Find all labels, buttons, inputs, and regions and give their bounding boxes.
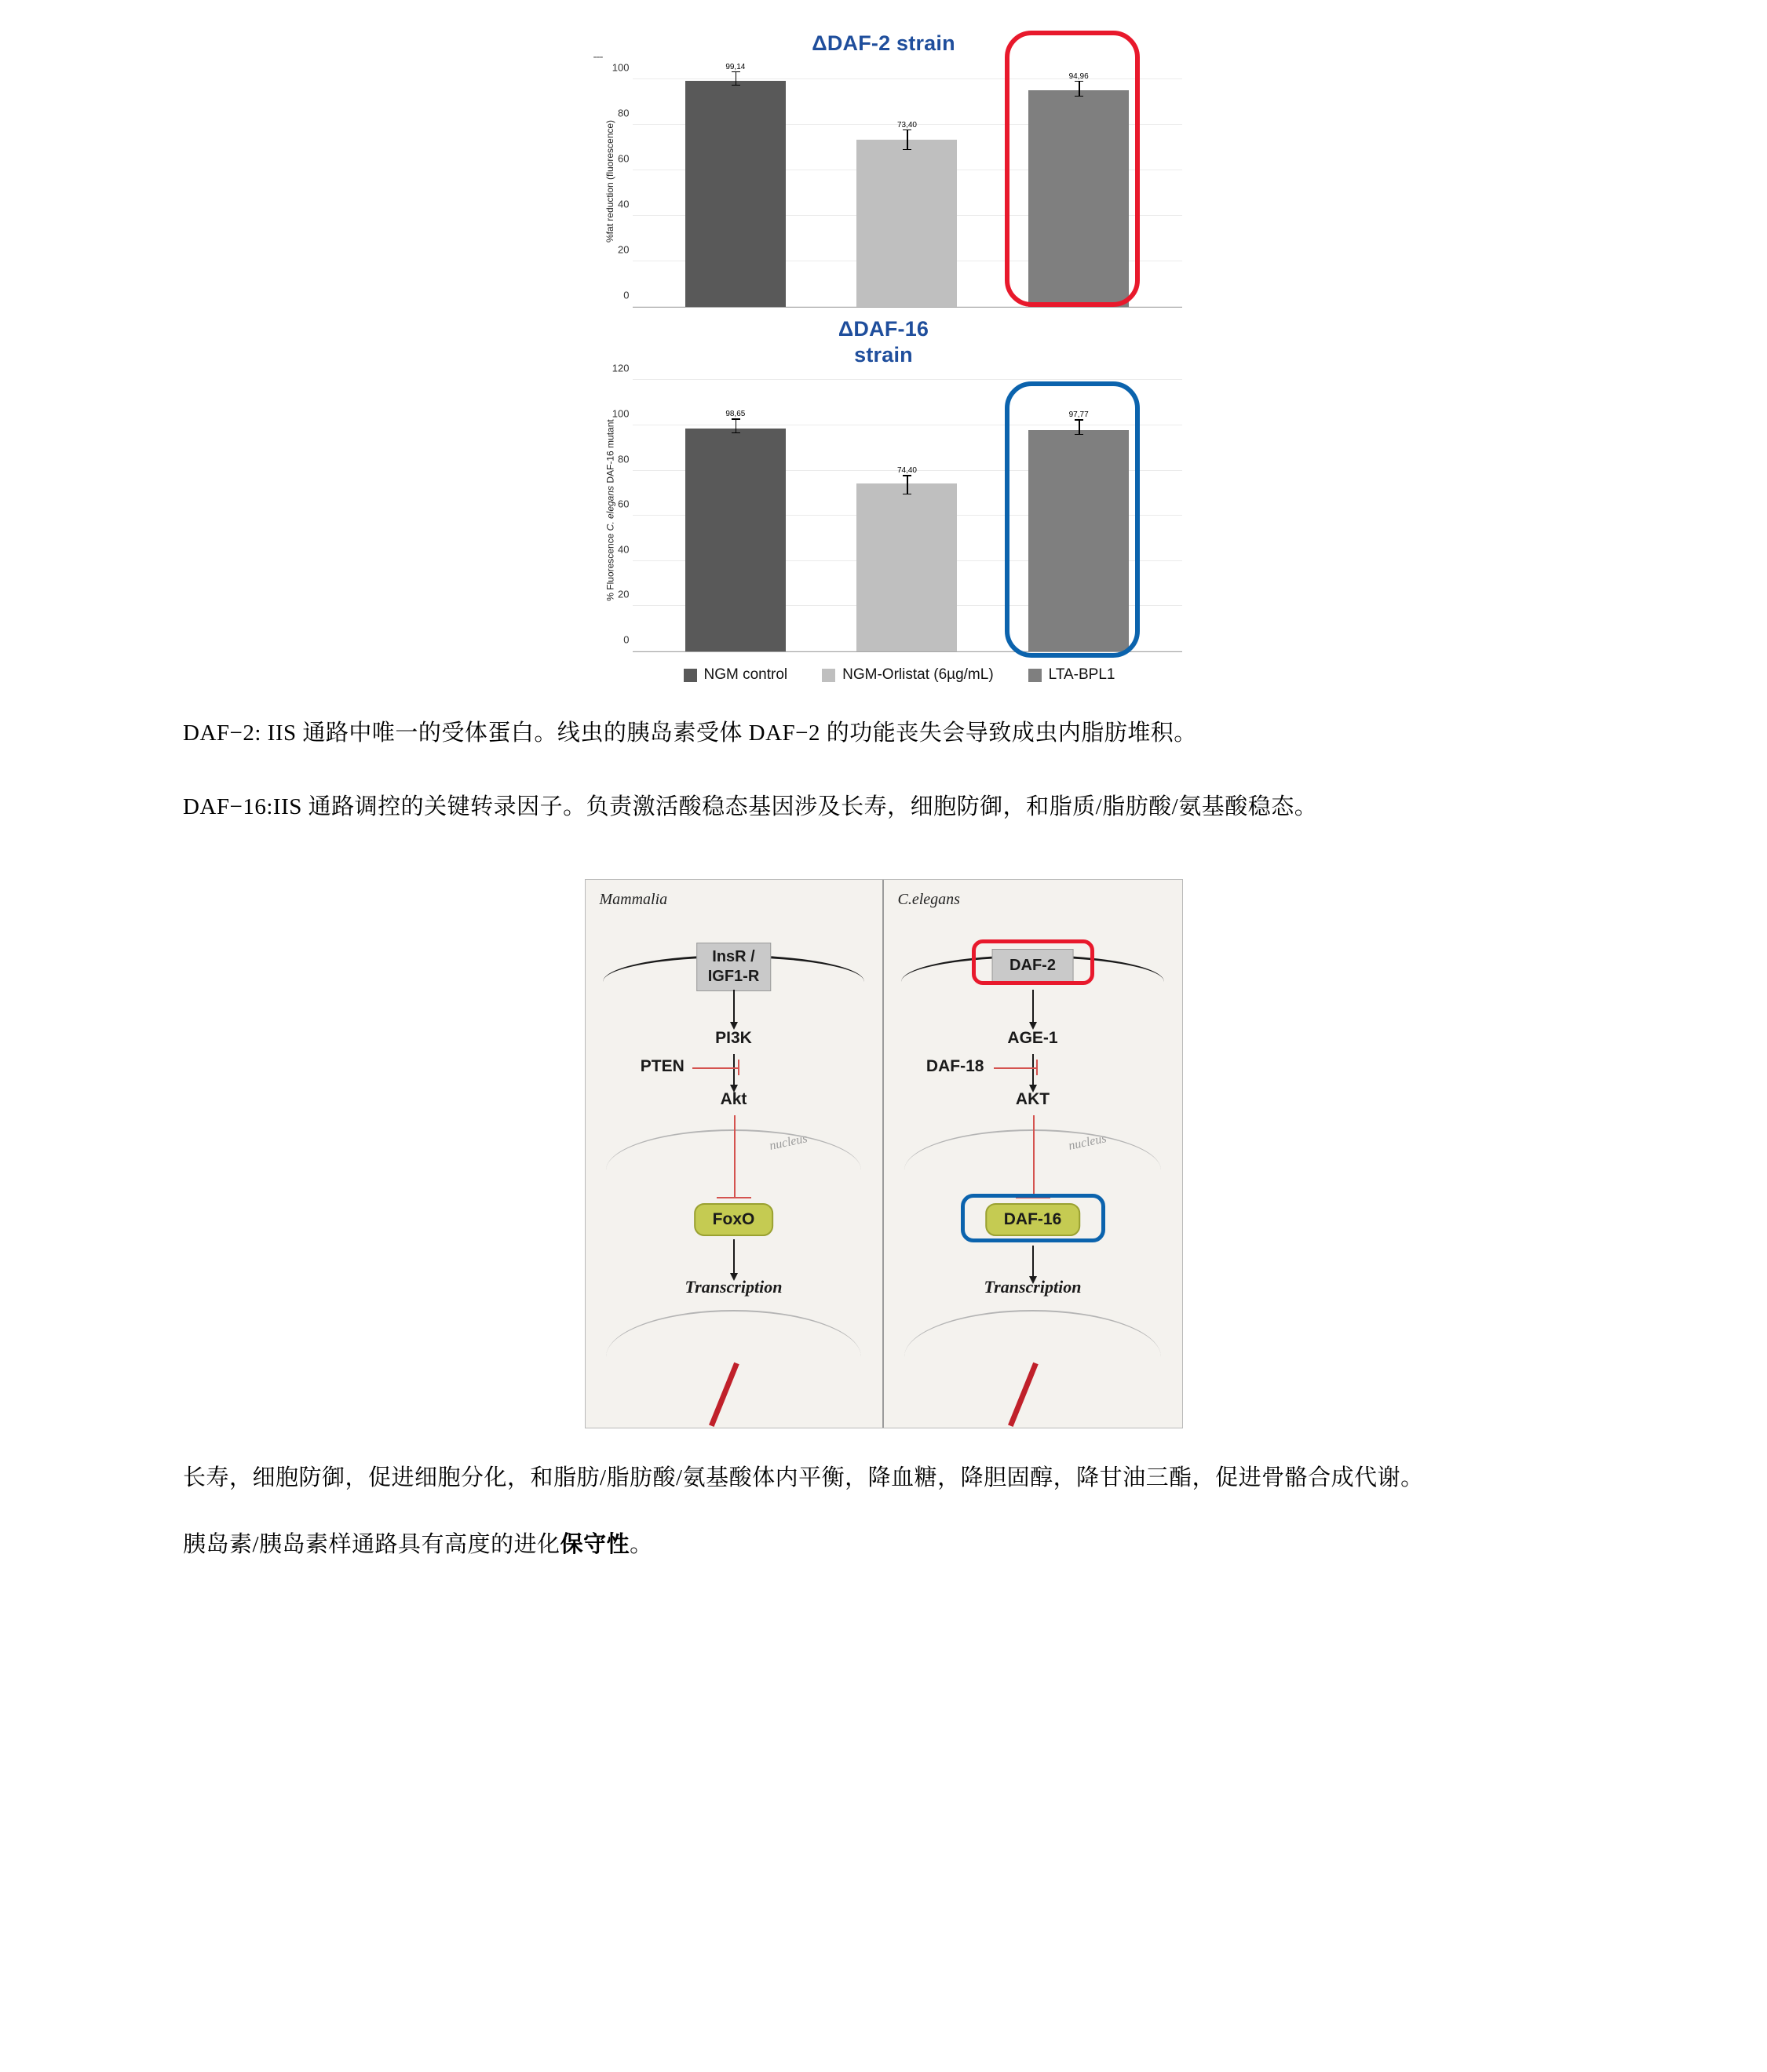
ytick: 40 [618, 198, 630, 210]
arrow-icon [1032, 1246, 1034, 1277]
legend-swatch-icon [1028, 669, 1042, 682]
paragraph-benefits: 长寿，细胞防御，促进细胞分化，和脂肪/脂肪酸/氨基酸体内平衡，降血糖，降胆固醇，降甘油三酯，促进骨骼合成代谢。 [183, 1465, 1424, 1491]
bar-group-orlistat [856, 369, 957, 651]
node-insr-igf1r: InsR / IGF1-R [696, 943, 772, 991]
ytick: 80 [618, 107, 630, 119]
chart-daf2-title: ΔDAF-2 strain [812, 31, 955, 55]
chart-daf2-bars [633, 56, 1182, 307]
chart-annotation-dashes: --- [593, 50, 603, 64]
pathway-panel-mammalia [586, 880, 884, 1428]
chart-legend [617, 666, 1182, 684]
bar-value: 74,40 [896, 466, 917, 476]
legend-swatch-icon [684, 669, 697, 682]
paragraph-conservation-pre: 胰岛素/胰岛素样通路具有高度的进化 [183, 1532, 560, 1558]
pathway-panel-celegans [884, 880, 1182, 1428]
node-akt: Akt [720, 1090, 747, 1109]
nucleus-label: nucleus [1067, 1132, 1108, 1153]
bar-group-orlistat [856, 56, 957, 307]
bar [685, 81, 786, 307]
bar [1028, 430, 1129, 651]
inhibition-line-icon [1033, 1115, 1035, 1198]
nucleus-label: nucleus [768, 1132, 809, 1153]
node-akt: AKT [1015, 1090, 1050, 1109]
bar [856, 140, 957, 307]
bottom-curve-icon [904, 1310, 1161, 1357]
legend-item [684, 666, 788, 684]
bar-group-ngm-control [685, 56, 786, 307]
chart-daf2 [586, 31, 1182, 308]
inhibition-cap-icon [717, 1197, 751, 1198]
arrow-icon [1032, 990, 1034, 1023]
bar-value: 73,40 [896, 121, 917, 130]
red-connector-icon [709, 1362, 739, 1427]
node-pten: PTEN [640, 1057, 685, 1076]
legend-label: NGM-Orlistat (6µg/mL) [842, 666, 994, 684]
bottom-curve-icon [606, 1310, 861, 1357]
legend-swatch-icon [822, 669, 835, 682]
legend-label: NGM control [703, 666, 788, 684]
ytick: 100 [612, 61, 630, 74]
bar-value: 94,96 [1068, 72, 1089, 82]
node-pi3k: PI3K [715, 1029, 752, 1048]
inhibition-line-icon [734, 1115, 736, 1198]
inhibition-line-icon [994, 1067, 1038, 1069]
ytick: 100 [612, 407, 630, 420]
arrow-icon [1032, 1054, 1034, 1085]
node-transcription: Transcription [685, 1277, 783, 1297]
node-foxo: FoxO [694, 1203, 774, 1236]
figure-iis-pathway [585, 879, 1183, 1428]
bar [856, 483, 957, 651]
bar [1028, 90, 1129, 307]
paragraph-conservation-post: 。 [630, 1532, 653, 1558]
panel-title-mammalia: Mammalia [599, 891, 668, 909]
bar-group-lta-bpl1 [1028, 56, 1129, 307]
panel-title-celegans: C.elegans [897, 891, 960, 909]
bar-group-ngm-control [685, 369, 786, 651]
node-daf18: DAF-18 [925, 1057, 984, 1076]
inhibition-cap-icon [1016, 1197, 1050, 1198]
bar-value: 97,77 [1068, 410, 1089, 420]
chart-daf16-bars [633, 369, 1182, 651]
inhibition-cap-icon [1036, 1060, 1038, 1075]
inhibition-line-icon [692, 1067, 739, 1069]
chart-daf16 [586, 317, 1182, 652]
chart-daf2-plot [604, 56, 1182, 308]
node-transcription: Transcription [984, 1277, 1082, 1297]
paragraph-daf16: DAF−16:IIS 通路调控的关键转录因子。负责激活酸稳态基因涉及长寿，细胞防御，和脂质/脂肪酸/氨基酸稳态。 [183, 793, 1318, 819]
ytick: 40 [618, 543, 630, 556]
bar-value: 99,14 [725, 63, 746, 72]
paragraph-conservation [137, 1522, 1630, 1568]
arrow-icon [733, 990, 735, 1023]
arrow-icon [733, 1054, 735, 1085]
node-age1: AGE-1 [1007, 1029, 1058, 1048]
chart-daf16-title-line1: ΔDAF-16 [838, 317, 929, 341]
bar [685, 429, 786, 651]
arrow-icon [733, 1239, 735, 1274]
chart-daf2-ylabel: %fat reduction (fluorescence) [604, 120, 616, 243]
ytick: 120 [612, 362, 630, 374]
paragraph-daf2: DAF−2: IIS 通路中唯一的受体蛋白。线虫的胰岛素受体 DAF−2 的功能丧失会导致成虫内脂肪堆积。 [183, 720, 1197, 746]
paragraph-conservation-bold: 保守性 [560, 1532, 630, 1558]
legend-item [822, 666, 994, 684]
ytick: 20 [618, 588, 630, 600]
ytick: 20 [618, 243, 630, 256]
red-connector-icon [1008, 1362, 1039, 1427]
chart-daf16-plot [604, 362, 1182, 652]
ytick: 0 [623, 633, 630, 646]
bar-value: 98,65 [725, 410, 746, 419]
node-daf16: DAF-16 [985, 1203, 1081, 1236]
chart-daf16-title-line2: strain [854, 343, 913, 367]
inhibition-cap-icon [738, 1060, 739, 1075]
ytick: 0 [623, 289, 630, 301]
node-daf2: DAF-2 [991, 949, 1074, 983]
legend-label: LTA-BPL1 [1048, 666, 1115, 684]
bar-group-lta-bpl1 [1028, 369, 1129, 651]
chart-daf16-ylabel: % Fluorescence C. elegans DAF-16 mutant [604, 419, 616, 601]
figure-bar-charts [586, 31, 1182, 684]
ytick: 60 [618, 498, 630, 510]
ytick: 60 [618, 152, 630, 165]
document-page [0, 31, 1767, 2072]
ytick: 80 [618, 453, 630, 465]
legend-item [1028, 666, 1115, 684]
